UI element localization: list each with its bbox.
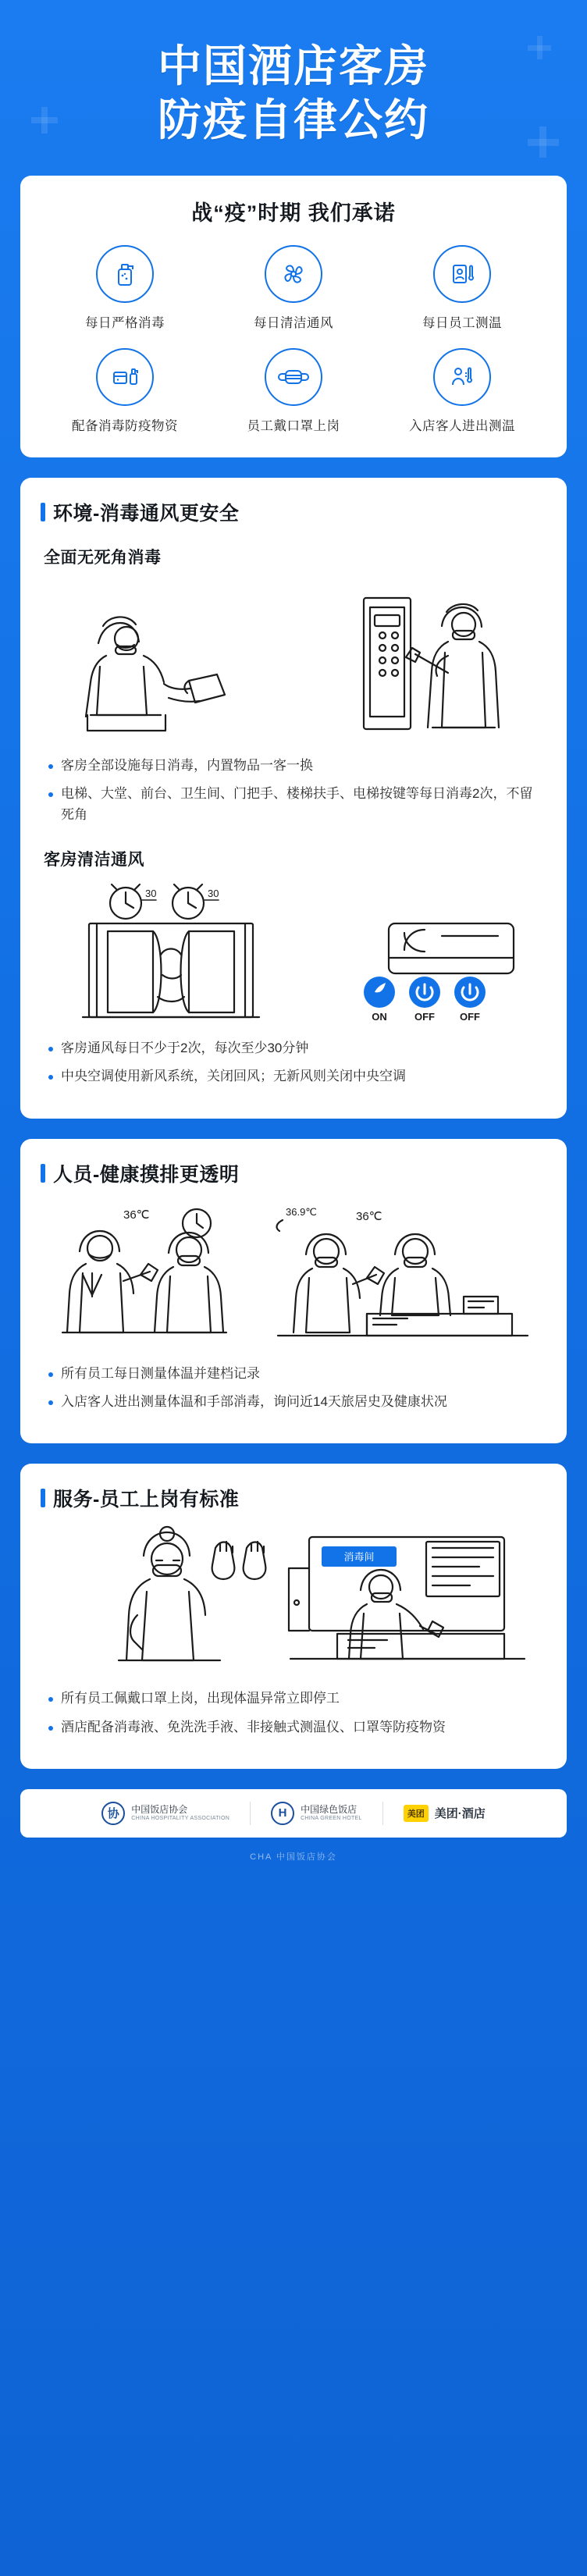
section-accent-bar [41, 1164, 45, 1183]
hero-title-block [0, 0, 587, 176]
promise-item-label: 配备消毒防疫物资 [72, 418, 178, 433]
section-header [41, 498, 546, 531]
bullet-list-service [41, 1681, 546, 1738]
list-item: 所有员工佩戴口罩上岗，出现体温异常立即停工 [45, 1688, 542, 1709]
list-item: 入店客人进出测量体温和手部消毒，询问近14天旅居史及健康状况 [45, 1392, 542, 1412]
svg-text:36.9℃: 36.9℃ [286, 1205, 317, 1218]
cha-mark-icon: 协 [101, 1802, 125, 1825]
logo-name: 中国饭店协会 [131, 1804, 188, 1816]
promise-item-supplies [41, 348, 209, 434]
section-title: 人员-健康摸排更透明 [53, 1163, 240, 1186]
meituan-label: 美团·酒店 [434, 1807, 486, 1821]
section-card-environment [20, 478, 567, 1119]
promise-item-guest-temperature [378, 348, 546, 434]
section-title: 环境-消毒通风更安全 [53, 502, 240, 525]
svg-text:36℃: 36℃ [356, 1209, 382, 1223]
footer-divider [382, 1802, 383, 1825]
page-title-line1: 中国酒店客房 [158, 41, 429, 91]
temperature-check-illustration [41, 1192, 546, 1356]
section-accent-bar [41, 503, 45, 521]
svg-text:ON: ON [372, 1010, 387, 1023]
svg-text:30: 30 [145, 887, 157, 899]
bullet-list-ventilation [41, 1030, 546, 1087]
promise-item-label: 每日清洁通风 [254, 315, 333, 330]
footer-divider [250, 1802, 251, 1825]
bullet-list-personnel [41, 1356, 546, 1413]
logo-text [301, 1804, 362, 1823]
logo-text [131, 1804, 229, 1823]
svg-text:OFF: OFF [414, 1010, 435, 1023]
list-item: 所有员工每日测量体温并建档记录 [45, 1364, 542, 1384]
section-header [41, 1484, 546, 1517]
bullet-list-disinfect [41, 748, 546, 825]
section-title: 服务-员工上岗有标准 [53, 1489, 240, 1511]
svg-text:消毒间: 消毒间 [343, 1551, 375, 1564]
svg-text:36℃: 36℃ [123, 1208, 150, 1222]
promise-item-mask [209, 348, 378, 434]
window-ventilation-illustration [41, 878, 546, 1030]
section-card-personnel [20, 1139, 567, 1444]
list-item: 中央空调使用新风系统，关闭回风；无新风则关闭中央空调 [45, 1066, 542, 1087]
logo-english-name: CHINA GREEN HOTEL [301, 1816, 362, 1822]
footer-logos [20, 1789, 567, 1838]
promise-item-label: 员工戴口罩上岗 [247, 418, 340, 433]
fan-icon [265, 245, 322, 303]
svg-text:30: 30 [208, 887, 219, 899]
staff-standard-illustration [41, 1517, 546, 1681]
logo-name: 中国绿色饭店 [301, 1804, 358, 1816]
promise-item-daily-ventilate [209, 245, 378, 331]
logo-china-green-hotel [271, 1802, 362, 1825]
section-card-service [20, 1464, 567, 1769]
housekeeping-disinfect-illustration [41, 576, 546, 748]
promise-item-daily-disinfect [41, 245, 209, 331]
spray-bottle-icon [96, 245, 154, 303]
list-item: 客房全部设施每日消毒，内置物品一客一换 [45, 756, 542, 776]
supplies-icon [96, 348, 154, 406]
promise-card [20, 176, 567, 457]
sub-title-ventilation: 客房清洁通风 [44, 850, 144, 869]
promise-item-staff-temperature [378, 245, 546, 331]
logo-meituan-hotel [404, 1805, 486, 1822]
promise-title: 战“疫”时期 我们承诺 [191, 201, 396, 225]
bottom-emblem: CHA 中国饭店协会 [250, 1852, 337, 1862]
guest-temperature-icon [433, 348, 491, 406]
logo-china-hospitality-association [101, 1802, 229, 1825]
promise-item-label: 每日员工测温 [422, 315, 502, 330]
list-item: 客房通风每日不少于2次，每次至少30分钟 [45, 1038, 542, 1059]
logo-english-name: CHINA HOSPITALITY ASSOCIATION [131, 1816, 230, 1822]
face-mask-icon [265, 348, 322, 406]
green-hotel-mark-icon: H [271, 1802, 294, 1825]
svg-text:OFF: OFF [460, 1010, 480, 1023]
promise-item-label: 入店客人进出测温 [409, 418, 515, 433]
meituan-badge: 美团 [404, 1805, 429, 1822]
sub-title-disinfect: 全面无死角消毒 [44, 548, 162, 567]
promise-grid [41, 240, 546, 434]
staff-thermometer-icon [433, 245, 491, 303]
promise-item-label: 每日严格消毒 [85, 315, 165, 330]
list-item: 电梯、大堂、前台、卫生间、门把手、楼梯扶手、电梯按键等每日消毒2次，不留死角 [45, 784, 542, 825]
page-title-line2: 防疫自律公约 [158, 95, 429, 145]
list-item: 酒店配备消毒液、免洗洗手液、非接触式测温仪、口罩等防疫物资 [45, 1717, 542, 1738]
section-accent-bar [41, 1489, 45, 1507]
section-header [41, 1159, 546, 1192]
